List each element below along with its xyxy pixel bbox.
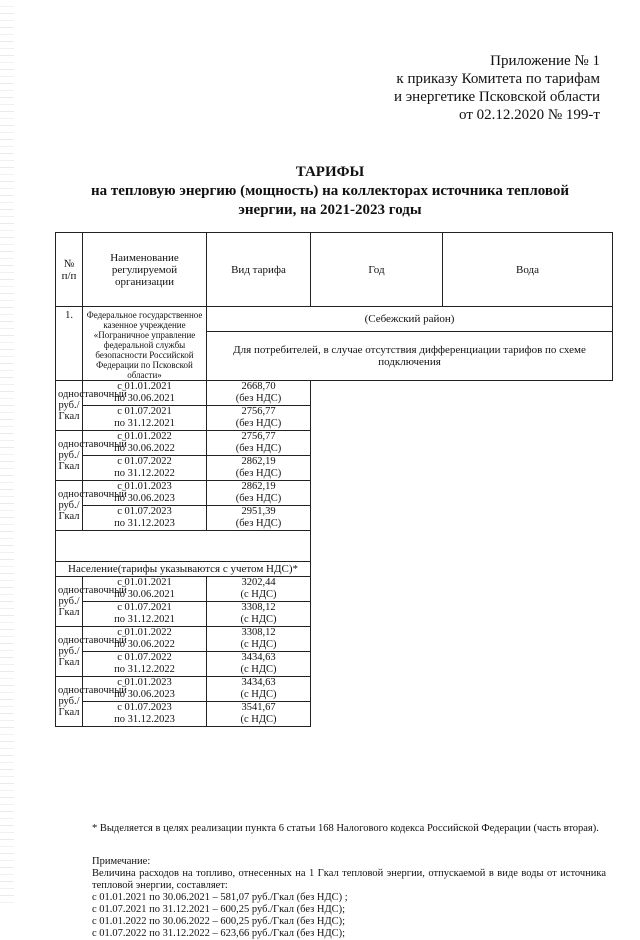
period-cell-line-2: по 30.06.2023 <box>114 493 175 504</box>
notes-item: с 01.07.2021 по 31.12.2021 – 600,25 руб./Гкал (без НДС); <box>92 904 346 915</box>
value-cell-line-2: (без НДС) <box>235 468 282 479</box>
period-cell-line-1: с 01.01.2021 <box>117 577 172 588</box>
header-type: Вид тарифа <box>207 233 311 307</box>
value-cell-line-2: (с НДС) <box>240 664 277 675</box>
period-cell <box>83 602 207 627</box>
period-cell-line-1: с 01.07.2022 <box>117 652 172 663</box>
table-row <box>56 577 613 602</box>
value-cell-line-1: 2862,19 <box>241 456 276 467</box>
period-cell <box>83 702 207 727</box>
population-title: Население(тарифы указываются с учетом НДС)* <box>56 562 311 577</box>
document-title <box>90 163 570 220</box>
period-cell-line-2: по 30.06.2023 <box>114 689 175 700</box>
consumers-section <box>56 381 613 531</box>
value-cell-line-1: 3202,44 <box>241 577 276 588</box>
population-title-row <box>56 562 613 577</box>
value-cell-line-2: (с НДС) <box>240 689 277 700</box>
period-cell <box>83 406 207 431</box>
period-cell-line-1: с 01.01.2022 <box>117 627 172 638</box>
annex-line-1: Приложение № 1 <box>490 53 600 69</box>
scan-edge <box>0 0 14 905</box>
value-cell-line-2: (без НДС) <box>235 493 282 504</box>
period-cell-line-2: по 31.12.2022 <box>114 468 175 479</box>
value-cell <box>207 506 311 531</box>
annex-header <box>330 52 600 124</box>
consumers-title: Для потребителей, в случае отсутствия дифференциации тарифов по схеме подключения <box>207 332 613 381</box>
value-cell <box>207 627 311 652</box>
period-cell <box>83 652 207 677</box>
table-row <box>56 677 613 702</box>
value-cell-line-1: 3308,12 <box>241 602 276 613</box>
period-cell-line-1: с 01.07.2021 <box>117 602 172 613</box>
period-cell-line-2: по 31.12.2021 <box>114 418 175 429</box>
table-row <box>56 431 613 456</box>
value-cell <box>207 652 311 677</box>
title-line-1: ТАРИФЫ <box>295 164 365 180</box>
spacer-row <box>56 531 613 562</box>
notes-item: с 01.01.2022 по 30.06.2022 – 600,25 руб./Гкал (без НДС); <box>92 916 346 927</box>
table-row <box>56 481 613 506</box>
header-year: Год <box>311 233 443 307</box>
table-row <box>56 381 613 406</box>
tariff-type: одноставочный руб./Гкал <box>56 627 83 677</box>
organization-name: Федеральное государственное казенное учреждение «Пограничное управление федеральной службы безопасности Российской Федерации по Псковской области» <box>83 307 207 381</box>
table-row <box>56 627 613 652</box>
tariff-table <box>55 232 613 727</box>
period-cell-line-2: по 30.06.2021 <box>114 393 175 404</box>
period-cell-line-1: с 01.07.2023 <box>117 702 172 713</box>
value-cell-line-1: 3434,63 <box>241 652 276 663</box>
value-cell-line-2: (с НДС) <box>240 589 277 600</box>
tariff-type: одноставочный руб./Гкал <box>56 431 83 481</box>
value-cell-line-1: 2862,19 <box>241 481 276 492</box>
period-cell-line-1: с 01.07.2021 <box>117 406 172 417</box>
period-cell-line-2: по 30.06.2021 <box>114 589 175 600</box>
header-water: Вода <box>443 233 613 307</box>
table-row <box>56 406 613 431</box>
tariff-type: одноставочный руб./Гкал <box>56 577 83 627</box>
value-cell-line-2: (без НДС) <box>235 393 282 404</box>
value-cell-line-1: 3308,12 <box>241 627 276 638</box>
district-row <box>56 307 613 332</box>
table-row <box>56 652 613 677</box>
period-cell-line-2: по 30.06.2022 <box>114 639 175 650</box>
value-cell-line-2: (без НДС) <box>235 443 282 454</box>
value-cell <box>207 406 311 431</box>
value-cell <box>207 456 311 481</box>
notes-heading: Примечание: <box>92 856 151 867</box>
notes-section <box>92 856 606 940</box>
period-cell-line-1: с 01.01.2022 <box>117 431 172 442</box>
period-cell-line-1: с 01.07.2022 <box>117 456 172 467</box>
value-cell-line-2: (с НДС) <box>240 639 277 650</box>
table-header-row <box>56 233 613 307</box>
value-cell <box>207 577 311 602</box>
value-cell-line-2: (с НДС) <box>240 714 277 725</box>
tariff-type: одноставочный руб./Гкал <box>56 381 83 431</box>
annex-line-3: и энергетике Псковской области <box>393 89 600 105</box>
table-row <box>56 456 613 481</box>
value-cell-line-2: (без НДС) <box>235 418 282 429</box>
period-cell-line-2: по 31.12.2021 <box>114 614 175 625</box>
table-row <box>56 702 613 727</box>
period-cell-line-1: с 01.01.2021 <box>117 381 172 392</box>
footnote: * Выделяется в целях реализации пункта 6 статьи 168 Налогового кодекса Российской Федерации (часть вторая). <box>92 823 599 834</box>
header-org: Наименование регулируемой организации <box>83 233 207 307</box>
period-cell-line-2: по 31.12.2022 <box>114 664 175 675</box>
notes-item: с 01.01.2021 по 30.06.2021 – 581,07 руб./Гкал (без НДС) ; <box>92 892 348 903</box>
population-section <box>56 577 613 727</box>
period-cell-line-1: с 01.01.2023 <box>117 677 172 688</box>
row-number: 1. <box>56 307 83 381</box>
header-num: № п/п <box>56 233 83 307</box>
notes-paragraph: Величина расходов на топливо, отнесенных на 1 Гкал тепловой энергии, отпускаемой в виде воды от источника тепловой энергии, составляет: <box>92 868 606 891</box>
table-row <box>56 506 613 531</box>
value-cell <box>207 677 311 702</box>
district-label: (Себежский район) <box>207 307 613 332</box>
value-cell-line-1: 2756,77 <box>241 406 276 417</box>
value-cell-line-1: 3434,63 <box>241 677 276 688</box>
value-cell-line-2: (без НДС) <box>235 518 282 529</box>
tariff-type: одноставочный руб./Гкал <box>56 677 83 727</box>
table-row <box>56 602 613 627</box>
title-line-3: энергии, на 2021-2023 годы <box>238 202 422 218</box>
period-cell-line-2: по 31.12.2023 <box>114 714 175 725</box>
value-cell <box>207 481 311 506</box>
value-cell <box>207 381 311 406</box>
value-cell-line-1: 3541,67 <box>241 702 276 713</box>
tariff-type: одноставочный руб./Гкал <box>56 481 83 531</box>
notes-item: с 01.07.2022 по 31.12.2022 – 623,66 руб./Гкал (без НДС); <box>92 928 346 939</box>
period-cell-line-1: с 01.07.2023 <box>117 506 172 517</box>
period-cell-line-2: по 30.06.2022 <box>114 443 175 454</box>
value-cell <box>207 602 311 627</box>
annex-line-4: от 02.12.2020 № 199-т <box>459 107 600 123</box>
value-cell <box>207 702 311 727</box>
period-cell-line-1: с 01.01.2023 <box>117 481 172 492</box>
annex-line-2: к приказу Комитета по тарифам <box>396 71 600 87</box>
period-cell-line-2: по 31.12.2023 <box>114 518 175 529</box>
spacer-cell <box>56 531 311 562</box>
value-cell-line-2: (с НДС) <box>240 614 277 625</box>
value-cell <box>207 431 311 456</box>
period-cell <box>83 506 207 531</box>
value-cell-line-1: 2951,39 <box>241 506 276 517</box>
period-cell <box>83 456 207 481</box>
value-cell-line-1: 2668,70 <box>241 381 276 392</box>
title-line-2: на тепловую энергию (мощность) на коллекторах источника тепловой <box>90 183 570 199</box>
value-cell-line-1: 2756,77 <box>241 431 276 442</box>
